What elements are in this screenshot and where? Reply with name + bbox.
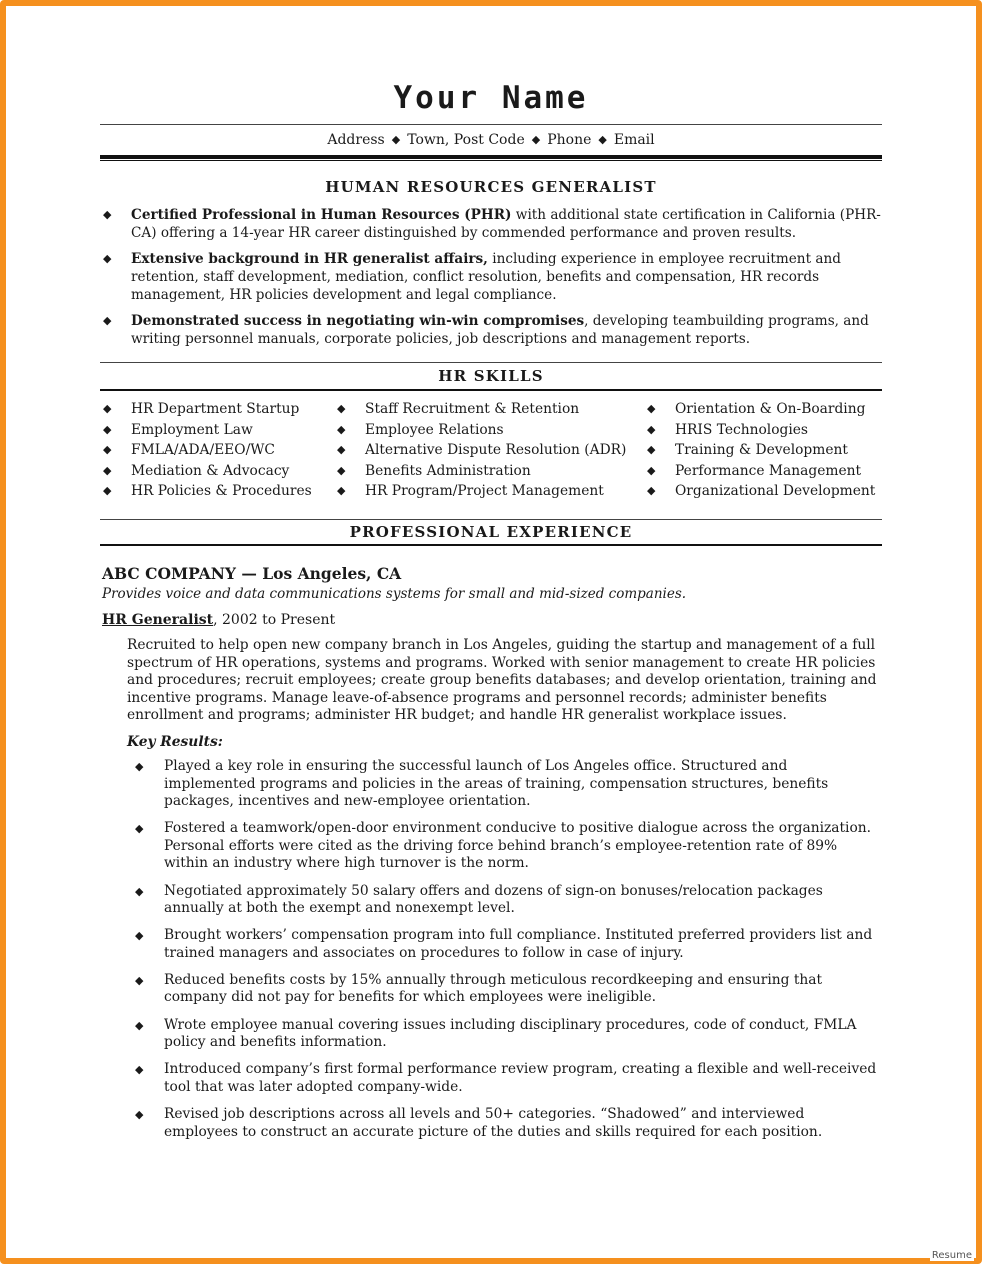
watermark: Resume: [931, 1250, 972, 1261]
company-name: ABC COMPANY — Los Angeles, CA: [102, 563, 402, 583]
bullet-diamond: ◆: [337, 443, 346, 457]
skills-grid: [100, 399, 882, 502]
thick-divider: [100, 155, 882, 161]
result-item: ◆ Played a key role in ensuring the successful launch of Los Angeles office. Structured and implemented programs and policies in the areas of training, compensation structures, benefits packages, incentives and new-employee orientation.: [135, 757, 829, 810]
bullet-diamond: ◆: [135, 884, 144, 898]
separator-diamond: ◆: [598, 133, 607, 146]
experience-title: PROFESSIONAL EXPERIENCE: [349, 522, 633, 541]
skill-item: ◆ Alternative Dispute Resolution (ADR): [334, 440, 644, 461]
bullet-diamond: ◆: [135, 759, 144, 773]
summary-item-text: , developing teambuilding programs, and writing personnel manuals, corporate policies, job descriptions and management reports.: [131, 313, 869, 347]
skill-item: ◆ HR Program/Project Management: [334, 481, 644, 502]
bullet-diamond: ◆: [103, 463, 112, 477]
skill-item: ◆ HR Policies & Procedures: [100, 481, 334, 502]
results-list: [132, 758, 882, 1141]
bullet-diamond: ◆: [103, 208, 112, 221]
bullet-diamond: ◆: [135, 1107, 144, 1121]
summary-item-bold: Certified Professional in Human Resources (PHR): [131, 207, 512, 223]
skill-item: ◆ Mediation & Advocacy: [100, 461, 334, 482]
bullet-diamond: ◆: [103, 314, 112, 327]
summary-list: [100, 206, 882, 348]
contact-email: Email: [613, 132, 655, 148]
result-item: ◆ Fostered a teamwork/open-door environment conducive to positive dialogue across the organization. Personal efforts were cited as the driving force behind branch’s employee-retention rate of 89% within an industry where high turnover is the norm.: [135, 820, 872, 872]
resume-name: Your Name: [393, 80, 589, 116]
separator-diamond: ◆: [391, 133, 401, 146]
job-title: HR Generalist: [102, 611, 214, 628]
bullet-diamond: ◆: [103, 252, 112, 265]
skill-item: ◆ HR Department Startup: [100, 399, 334, 420]
skill-item: ◆ Training & Development: [644, 440, 882, 461]
skill-item: ◆ HRIS Technologies: [644, 420, 882, 441]
separator-diamond: ◆: [531, 133, 541, 146]
bullet-diamond: ◆: [337, 484, 346, 498]
job-line: [102, 611, 882, 629]
skill-item: ◆ Organizational Development: [644, 481, 882, 502]
summary-item-bold: Demonstrated success in negotiating win-win compromises: [131, 313, 585, 329]
bullet-diamond: ◆: [647, 484, 656, 498]
skill-item: ◆ Benefits Administration: [334, 461, 644, 482]
bullet-diamond: ◆: [337, 422, 346, 436]
contact-phone: Phone: [547, 132, 592, 148]
summary-item: [100, 250, 882, 304]
bullet-diamond: ◆: [647, 443, 656, 457]
key-results-label: Key Results:: [127, 733, 223, 750]
result-item: ◆ Negotiated approximately 50 salary offers and dozens of sign-on bonuses/relocation packages annually at both the exempt and nonexempt level.: [135, 882, 823, 917]
result-item: ◆ Reduced benefits costs by 15% annually through meticulous recordkeeping and ensuring that company did not pay for benefits for which employees were ineligible.: [135, 971, 823, 1006]
result-item: ◆ Revised job descriptions across all levels and 50+ categories. “Shadowed” and interviewed employees to construct an accurate picture of the duties and skills required for each position.: [135, 1105, 823, 1140]
skills-column-2: [334, 399, 644, 502]
summary-item-text: including experience in employee recruitment and retention, staff development, mediation, conflict resolution, benefits and compensation, HR records management, HR policies development and legal compliance.: [131, 251, 841, 303]
summary-item-bold: Extensive background in HR generalist affairs,: [131, 251, 488, 267]
contact-town: Town, Post Code: [407, 132, 525, 148]
skill-item: ◆ Employee Relations: [334, 420, 644, 441]
result-item: ◆ Introduced company’s first formal performance review program, creating a flexible and well-received tool that was later adopted company-wide.: [135, 1061, 877, 1095]
result-item: ◆ Wrote employee manual covering issues including disciplinary procedures, code of conduct, FMLA policy and benefits information.: [135, 1016, 857, 1051]
bullet-diamond: ◆: [135, 973, 144, 987]
summary-item: [100, 312, 882, 348]
bullet-diamond: ◆: [647, 463, 656, 477]
bullet-diamond: ◆: [647, 402, 656, 415]
bullet-diamond: ◆: [103, 484, 112, 498]
skills-title: HR SKILLS: [438, 367, 544, 385]
bullet-diamond: ◆: [337, 463, 346, 477]
job-dates: , 2002 to Present: [213, 611, 336, 628]
skill-item: ◆ Orientation & On-Boarding: [644, 399, 882, 420]
skills-column-1: [100, 399, 334, 502]
job-description: Recruited to help open new company branch in Los Angeles, guiding the startup and management of a full spectrum of HR operations, systems and programs. Worked with senior management to create HR policies and procedures; recruit employees; create group benefits databases; and develop orientation, training and incentive programs. Manage leave-of-absence programs and personnel records; administer benefits enrollment and programs; administer HR budget; and handle HR generalist workplace issues.: [127, 636, 877, 724]
skills-column-3: [644, 399, 882, 502]
bullet-diamond: ◆: [103, 402, 112, 415]
contact-address: Address: [327, 132, 385, 148]
skill-item: ◆ Staff Recruitment & Retention: [334, 399, 644, 420]
resume-page: [100, 78, 882, 1151]
bullet-diamond: ◆: [135, 929, 144, 943]
experience-header: [100, 519, 882, 546]
bullet-diamond: ◆: [135, 822, 144, 836]
result-item: ◆ Brought workers’ compensation program into full compliance. Instituted preferred providers list and trained managers and associates on procedures to follow in case of injury.: [135, 927, 873, 961]
bullet-diamond: ◆: [135, 1063, 144, 1077]
summary-item-text: with additional state certification in California (PHR-CA) offering a 14-year HR career distinguished by commended performance and proven results.: [131, 207, 881, 241]
summary-item: [100, 206, 882, 242]
bullet-diamond: ◆: [337, 402, 346, 415]
skill-item: ◆ Employment Law: [100, 420, 334, 441]
skills-header: [100, 362, 882, 391]
company-tagline: Provides voice and data communications systems for small and mid-sized companies.: [102, 585, 687, 602]
summary-title: HUMAN RESOURCES GENERALIST: [325, 178, 657, 196]
bullet-diamond: ◆: [103, 422, 112, 436]
bullet-diamond: ◆: [103, 443, 112, 457]
skill-item: ◆ FMLA/ADA/EEO/WC: [100, 440, 334, 461]
bullet-diamond: ◆: [135, 1018, 144, 1032]
bullet-diamond: ◆: [647, 422, 656, 436]
contact-line: [100, 125, 882, 155]
skill-item: ◆ Performance Management: [644, 461, 882, 482]
